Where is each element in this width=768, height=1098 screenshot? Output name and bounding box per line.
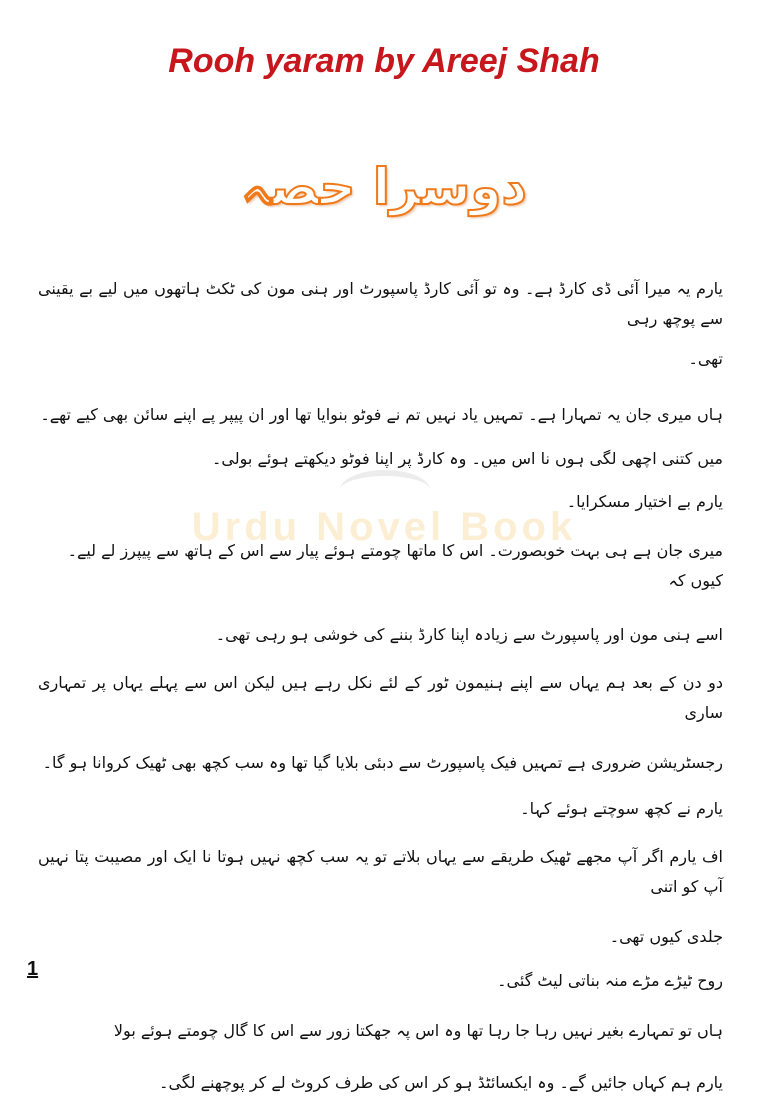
text-line: رجسٹریشن ضروری ہے تمہیں فیک پاسپورٹ سے دبئی بلایا گیا تھا وہ سب کچھ بھی ٹھیک کروانا ہو گا۔ bbox=[42, 753, 723, 772]
section-heading: دوسرا حصہ bbox=[240, 158, 528, 216]
text-line: یارم بے اختیار مسکرایا۔ bbox=[566, 492, 723, 511]
text-line: میری جان ہے ہی بہت خوبصورت۔ اس کا ماتھا چومتے ہوئے پیار سے اس کے ہاتھ سے پیپرز لے لیے۔ کیوں کہ bbox=[67, 541, 723, 590]
text-line: یارم ہم کہاں جائیں گے۔ وہ ایکسائٹڈ ہو کر اس کی طرف کروٹ لے کر پوچھنے لگی۔ bbox=[159, 1073, 723, 1092]
text-line: تھی۔ bbox=[688, 349, 723, 368]
text-line: میں کتنی اچھی لگی ہوں نا اس میں۔ وہ کارڈ پر اپنا فوٹو دیکھتے ہوئے بولی۔ bbox=[212, 449, 723, 468]
text-line: ہاں تو تمہارے بغیر نہیں رہا جا رہا تھا وہ اس پہ جھکتا زور سے اس کا گال چومتے ہوئے بولا bbox=[113, 1021, 723, 1040]
document-title: Rooh yaram by Areej Shah bbox=[168, 42, 600, 80]
text-line: روح ٹیڑے مڑے منہ بناتی لیٹ گئی۔ bbox=[497, 971, 723, 990]
text-line: اسے ہنی مون اور پاسپورٹ سے زیادہ اپنا کارڈ بننے کی خوشی ہو رہی تھی۔ bbox=[215, 625, 723, 644]
watermark: Urdu Novel Book bbox=[191, 505, 577, 549]
text-line: یارم یہ میرا آئی ڈی کارڈ ہے۔ وہ تو آئی کارڈ پاسپورٹ اور ہنی مون کی ٹکٹ ہاتھوں میں لیے بے یقینی سے پوچھ رہی bbox=[38, 279, 723, 328]
text-line: دو دن کے بعد ہم یہاں سے اپنے ہنیمون ٹور کے لئے نکل رہے ہیں لیکن اس سے پہلے یہاں پر تمہاری ساری bbox=[38, 673, 723, 722]
body-text bbox=[38, 274, 723, 1098]
page-number: 1 bbox=[27, 958, 39, 980]
text-line: جلدی کیوں تھی۔ bbox=[609, 927, 723, 946]
text-line: یارم نے کچھ سوچتے ہوئے کہا۔ bbox=[520, 799, 723, 818]
text-line: ہاں میری جان یہ تمہارا ہے۔ تمہیں یاد نہیں تم نے فوٹو بنوایا تھا اور ان پیپر پے اپنے سائن بھی کیے تھے۔ bbox=[40, 405, 723, 424]
text-line: اف یارم اگر آپ مجھے ٹھیک طریقے سے یہاں بلاتے تو یہ سب کچھ نہیں ہوتا نا ایک اور مصیبت پتا نہیں آپ کو اتنی bbox=[38, 847, 723, 896]
